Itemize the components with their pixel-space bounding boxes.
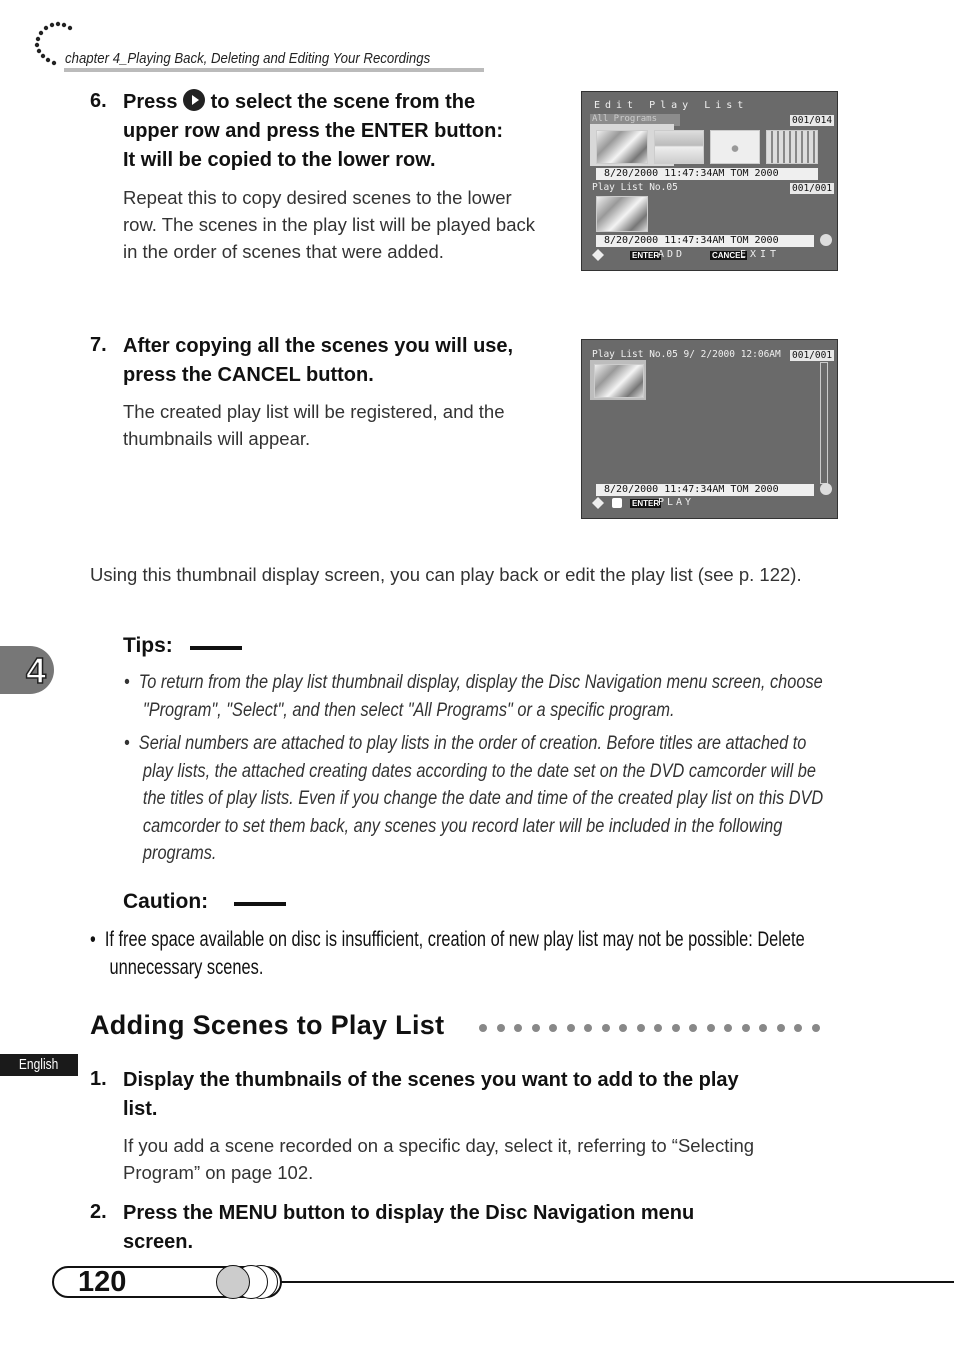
add-step-2-head-line1: Press the MENU button to display the Disc Navigation menu bbox=[123, 1202, 695, 1224]
tip-1-line1: To return from the play list thumbnail display, display the Disc Navigation menu screen, choose bbox=[138, 672, 823, 693]
section-title: Adding Scenes to Play List bbox=[90, 1010, 445, 1040]
step-6-body-line3: in the order of scenes that were added. bbox=[123, 241, 444, 262]
caution-text: • If free space available on disc is insufficient, creation of new play list may not be possible: Delete unnecessary scenes. bbox=[90, 926, 815, 981]
scene-thumbnail-1[interactable] bbox=[596, 130, 648, 164]
counter-top: 001/014 bbox=[792, 115, 833, 126]
step-7-head-line1: After copying all the scenes you will use, bbox=[123, 335, 514, 357]
step-6-head-line3: It will be copied to the lower row. bbox=[123, 149, 436, 171]
tip-2-line1: Serial numbers are attached to play lists in the order of creation. Before titles are attached to bbox=[138, 733, 807, 754]
step-6-body-line1: Repeat this to copy desired scenes to the lower bbox=[123, 187, 512, 208]
playlist-thumbnail[interactable] bbox=[594, 364, 644, 398]
tip-2-line4: camcorder to set them back, any scenes you record later will be included in the following bbox=[142, 815, 783, 837]
enter-key-label: ENTER bbox=[632, 251, 660, 260]
playlist-header: Play List No.05 9/ 2/2000 12:06AM bbox=[592, 349, 781, 360]
enter-action-label: ADD bbox=[658, 249, 686, 260]
playlist-info-bar: 8/20/2000 11:47:34AM TOM 2000 bbox=[596, 484, 814, 496]
playlist-counter: 001/001 bbox=[792, 350, 833, 361]
tip-2: • Serial numbers are attached to play lists in the order of creation. Before titles are attached to play lists, the attached creating dates according to the date set on the DVD camcorder will be the titles of play lists. Even if you change the date and time of the created play list on this DVD camcorder to set them back, any scenes you record later will be included in the following programs. bbox=[124, 730, 838, 868]
caution-rule bbox=[234, 902, 286, 906]
info-bar-bottom: 8/20/2000 11:47:34AM TOM 2000 bbox=[596, 235, 814, 247]
scene-thumbnail-2[interactable] bbox=[654, 130, 704, 164]
section-dot-leader bbox=[479, 1024, 820, 1032]
language-tab bbox=[0, 1054, 78, 1076]
footer-rule bbox=[270, 1281, 954, 1283]
step-7-body bbox=[123, 398, 573, 452]
step-7-head-line2: press the CANCEL button. bbox=[123, 364, 374, 386]
header-rule bbox=[64, 68, 484, 72]
tips-rule bbox=[190, 646, 242, 650]
play-action-label: PLAY bbox=[658, 497, 695, 508]
play-list-screen bbox=[581, 339, 838, 519]
add-step-1-heading bbox=[123, 1066, 883, 1124]
step-6-heading bbox=[123, 88, 573, 175]
scene-thumbnail-3[interactable] bbox=[710, 130, 760, 164]
cancel-action-label: EXIT bbox=[740, 249, 781, 260]
using-text: Using this thumbnail display screen, you can play back or edit the play list (see p. 122). bbox=[90, 564, 802, 585]
footer-circle-1 bbox=[216, 1265, 250, 1299]
caution-title: Caution: bbox=[123, 890, 209, 913]
playlist-thumbnail-1[interactable] bbox=[596, 196, 648, 232]
add-step-1-head-line2: list. bbox=[123, 1098, 158, 1120]
step-6-head-pre: Press bbox=[123, 91, 178, 113]
step-7-number: 7. bbox=[90, 334, 107, 356]
info-bar-top: 8/20/2000 11:47:34AM TOM 2000 bbox=[596, 168, 818, 180]
page-number: 120 bbox=[78, 1266, 127, 1298]
cursor-pad-icon bbox=[592, 249, 604, 261]
disc-icon bbox=[820, 234, 832, 246]
screen-title: Edit Play List bbox=[594, 100, 749, 111]
scrollbar[interactable] bbox=[820, 362, 828, 484]
step-6-body bbox=[123, 184, 573, 265]
add-step-1-head-line1: Display the thumbnails of the scenes you want to add to the play bbox=[123, 1069, 739, 1091]
chapter-tab-number: 4 bbox=[26, 650, 47, 691]
step-7-heading bbox=[123, 332, 573, 390]
edit-play-list-screen bbox=[581, 91, 838, 271]
add-step-1-number: 1. bbox=[90, 1068, 107, 1090]
playlist-label: Play List No.05 bbox=[592, 182, 678, 193]
step-6-head-post: to select the scene from the bbox=[210, 91, 476, 113]
scene-thumbnail-4[interactable] bbox=[766, 130, 818, 164]
tip-1: • To return from the play list thumbnail display, display the Disc Navigation menu screen, choose "Program", "Select", and then select "All Programs" or a specific program. bbox=[124, 669, 838, 724]
step-6-head-line2: upper row and press the ENTER button: bbox=[123, 120, 504, 142]
tip-2-line3: the titles of play lists. Even if you change the date and time of the created play list on this DVD bbox=[142, 788, 824, 809]
tip-2-line2: play lists, the attached creating dates according to the date set on the DVD camcorder will be bbox=[142, 760, 816, 782]
add-step-1-body bbox=[123, 1132, 883, 1186]
language-label: English bbox=[19, 1056, 59, 1073]
step-6-body-line2: row. The scenes in the play list will be played back bbox=[123, 214, 536, 235]
tip-1-line2: "Program", "Select", and then select "All Programs" or a specific program. bbox=[142, 699, 675, 721]
right-arrow-button-icon bbox=[183, 89, 205, 111]
tip-2-line5: programs. bbox=[142, 843, 217, 864]
add-step-1-body-line1: If you add a scene recorded on a specific day, select it, referring to “Selecting bbox=[123, 1135, 755, 1156]
add-step-2-number: 2. bbox=[90, 1201, 107, 1223]
all-programs-label: All Programs bbox=[592, 114, 658, 124]
cancel-key-label: CANCEL bbox=[712, 251, 746, 260]
step-7-body-line2: thumbnails will appear. bbox=[123, 428, 311, 449]
caution-line1: If free space available on disc is insufficient, creation of new play list may not be possible: Delete bbox=[104, 928, 805, 951]
caution-line2: unnecessary scenes. bbox=[109, 955, 264, 979]
cursor-pad-icon bbox=[592, 497, 604, 509]
chapter-header: chapter 4_Playing Back, Deleting and Editing Your Recordings bbox=[65, 50, 431, 67]
tips-title: Tips: bbox=[123, 634, 173, 657]
enter-key-label: ENTER bbox=[632, 499, 660, 508]
step-6-number: 6. bbox=[90, 90, 107, 112]
add-step-2-head-line2: screen. bbox=[123, 1231, 194, 1253]
add-step-2-heading bbox=[123, 1199, 883, 1257]
step-7-body-line1: The created play list will be registered, and the bbox=[123, 401, 505, 422]
add-step-1-body-line2: Program” on page 102. bbox=[123, 1162, 314, 1183]
counter-bottom: 001/001 bbox=[792, 183, 833, 194]
disc-icon bbox=[820, 483, 832, 495]
menu-icon bbox=[612, 498, 622, 508]
